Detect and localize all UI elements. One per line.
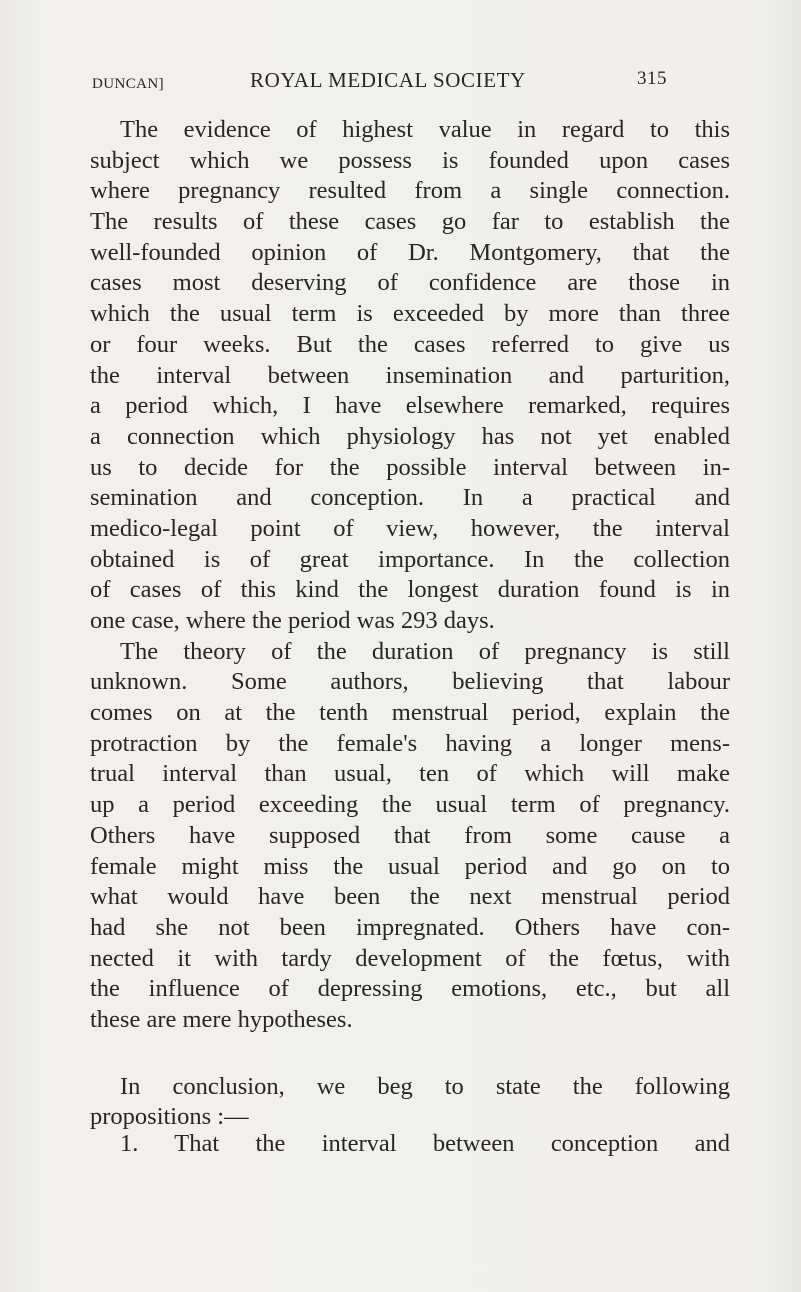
paragraph <box>90 637 730 1036</box>
proposition-item <box>90 1129 730 1160</box>
text-line: nected it with tardy development of the fœtus, with <box>90 944 730 972</box>
text-line: The evidence of highest value in regard to this <box>120 116 730 143</box>
text-line: The theory of the duration of pregnancy is still <box>120 637 730 665</box>
text-line: propositions :— <box>90 1103 249 1131</box>
text-line: The results of these cases go far to establish the <box>90 208 730 236</box>
text-line: Others have supposed that from some cause a <box>90 821 730 849</box>
text-line: had she not been impregnated. Others have con- <box>90 913 730 941</box>
text-line: one case, where the period was 293 days. <box>90 607 495 634</box>
text-line: trual interval than usual, ten of which will make <box>90 760 730 788</box>
text-line: cases most deserving of confidence are those in <box>90 269 730 297</box>
running-head-title: ROYAL MEDICAL SOCIETY <box>250 68 526 92</box>
text-line: comes on at the tenth menstrual period, explain the <box>90 699 730 727</box>
text-line: a connection which physiology has not yet enabled <box>90 422 730 450</box>
page-number: 315 <box>637 68 667 89</box>
running-head-author: DUNCAN] <box>92 76 164 92</box>
text-line: well-founded opinion of Dr. Montgomery, that the <box>90 238 730 266</box>
text-line: of cases of this kind the longest duration found is in <box>90 576 730 604</box>
text-line: medico-legal point of view, however, the interval <box>90 514 730 542</box>
text-line: a period which, I have elsewhere remarked, requires <box>90 392 730 420</box>
text-line: obtained is of great importance. In the collection <box>90 545 730 573</box>
paragraph <box>90 115 730 637</box>
text-line: us to decide for the possible interval between in- <box>90 453 730 481</box>
text-line: these are mere hypotheses. <box>90 1005 353 1033</box>
text-line: subject which we possess is founded upon cases <box>90 146 730 174</box>
text-line: where pregnancy resulted from a single connection. <box>90 177 730 205</box>
text-line: In conclusion, we beg to state the following <box>120 1072 730 1100</box>
text-line: which the usual term is exceeded by more than three <box>90 300 730 328</box>
text-line: 1. That the interval between conception and <box>120 1130 730 1157</box>
text-line: the interval between insemination and parturition, <box>90 361 730 389</box>
text-line: female might miss the usual period and go on to <box>90 852 730 880</box>
text-line: the influence of depressing emotions, etc., but all <box>90 975 730 1003</box>
text-line: what would have been the next menstrual period <box>90 883 730 911</box>
text-line: up a period exceeding the usual term of pregnancy. <box>90 791 730 819</box>
paragraph-gap <box>90 1036 730 1072</box>
text-line: protraction by the female's having a longer mens- <box>90 729 730 757</box>
text-line: unknown. Some authors, believing that labour <box>90 668 730 696</box>
text-line: or four weeks. But the cases referred to give us <box>90 330 730 358</box>
running-head <box>92 68 692 102</box>
text-line: semination and conception. In a practical and <box>90 484 730 512</box>
paragraph <box>90 1072 730 1133</box>
body-text <box>90 115 730 1160</box>
